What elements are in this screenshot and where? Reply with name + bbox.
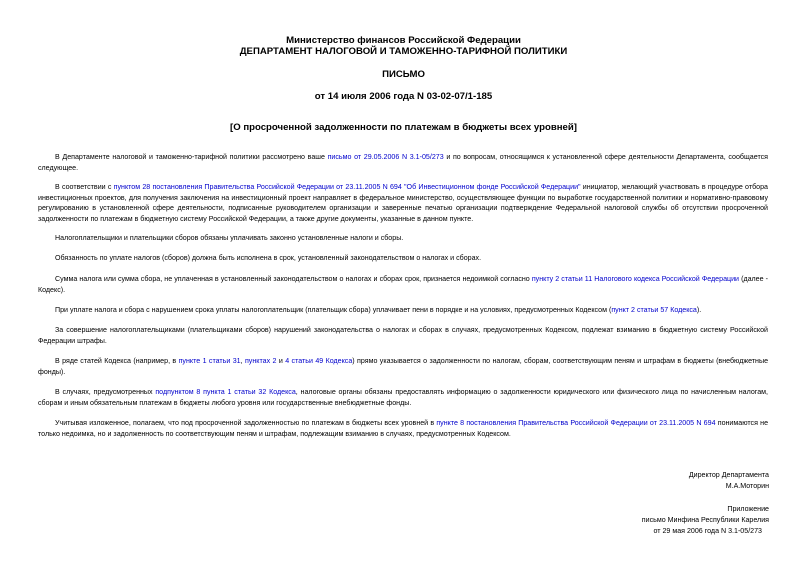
link-tax-code-art-49-p4[interactable]: 4 статьи 49 Кодекса: [285, 357, 353, 365]
paragraph-1: [38, 152, 768, 173]
paragraph-text: понимаются не только недоимка, но и задолженность по соответствующим пеням и штрафам, подлежащим взиманию в случаях, предусмотренных Кодексом.: [38, 419, 769, 438]
link-resolution-694-point-28[interactable]: пунктом 28 постановления Правительства Российской Федерации от 23.11.2005 N 694 "Об Инвестиционном фонде Российской Федерации": [113, 183, 581, 191]
paragraph-text: В соответствии с: [55, 183, 114, 191]
paragraph-2: [38, 182, 768, 224]
paragraph-text: и по вопросам, относящимся к установленной сфере деятельности Департамента, сообщается следующее.: [38, 153, 769, 172]
appendix-line-2: от 29 мая 2006 года N 3.1-05/273: [653, 527, 762, 535]
link-resolution-694-point-8[interactable]: пункте 8 постановления Правительства Российской Федерации от 23.11.2005 N 694: [436, 419, 716, 427]
link-tax-code-art-57[interactable]: пункт 2 статьи 57 Кодекса: [611, 306, 697, 314]
doc-date-number: от 14 июля 2006 года N 03-02-07/1-185: [314, 91, 493, 102]
doc-subject: [О просроченной задолженности по платежам в бюджеты всех уровней]: [230, 122, 577, 133]
paragraph-text: и: [276, 357, 286, 365]
appendix-label: Приложение: [727, 505, 769, 513]
link-letter-29-05-2006[interactable]: письмо от 29.05.2006 N 3.1-05/273: [327, 153, 444, 161]
appendix-line-1: письмо Минфина Республики Карелия: [641, 516, 769, 524]
paragraph-text: При уплате налога и сбора с нарушением срока уплаты налогоплательщик (плательщик сбора) уплачивает пени в порядке и на условиях, предусмотренных Кодексом (: [55, 306, 612, 314]
paragraph-9: [38, 387, 768, 408]
doc-type: ПИСЬМО: [382, 69, 425, 80]
signature-position: Директор Департамента: [688, 471, 769, 479]
link-tax-code-art-31[interactable]: пункте 1 статьи 31: [178, 357, 241, 365]
paragraph-7: [38, 325, 768, 346]
signature-name: М.А.Моторин: [725, 482, 769, 490]
paragraph-text: Учитывая изложенное, полагаем, что под просроченной задолженностью по платежам в бюджеты всех уровней в: [55, 419, 437, 427]
paragraph-text: (далее - Кодекс).: [38, 275, 769, 294]
paragraph-text: , налоговые органы обязаны предоставлять информацию о задолженности юридического или физического лица по начисленным налогам, сборам и иным обязательным платежам в бюджеты любого уровня или государственные внебюджетные фонды.: [38, 388, 768, 407]
paragraph-text: В ряде статей Кодекса (например, в: [55, 357, 179, 365]
paragraph-8: [38, 356, 768, 377]
paragraph-3: [38, 233, 768, 244]
paragraph-text: ,: [240, 357, 245, 365]
paragraph-6: [38, 305, 768, 316]
paragraph-text: Сумма налога или сумма сбора, не уплаченная в установленный законодательством о налогах и сборах срок, признается недоимкой согласно: [55, 275, 532, 283]
paragraph-4: [38, 253, 768, 264]
paragraph-text: Налогоплательщики и плательщики сборов обязаны уплачивать законно установленные налоги и сборы.: [55, 234, 404, 242]
department-title: ДЕПАРТАМЕНТ НАЛОГОВОЙ И ТАМОЖЕННО-ТАРИФНОЙ ПОЛИТИКИ: [239, 46, 568, 57]
paragraph-text: В случаях, предусмотренных: [55, 388, 156, 396]
paragraph-text: В Департаменте налоговой и таможенно-тарифной политики рассмотрено ваше: [55, 153, 328, 161]
link-tax-code-art-11[interactable]: пункту 2 статьи 11 Налогового кодекса Российской Федерации: [531, 275, 739, 283]
paragraph-text: инициатор, желающий участвовать в процедуре отбора инвестиционных проектов, для получения заключения на инвестиционный проект направляет в федеральное министерство, осуществляющее функции по выработке государственной политики и нормативно-правовому регулированию в установленной сфере деятельности, подписанные руководителем организации и заверенные печатью организации подтверждение Федеральной налоговой службы об отсутствии просроченной задолженности по платежам в бюджетную систему Российской Федерации, а также другие документы, указанные в данном пункте.: [38, 183, 768, 223]
link-tax-code-art-32[interactable]: подпунктом 8 пункта 1 статьи 32 Кодекса: [155, 388, 296, 396]
paragraph-text: ) прямо указывается о задолженности по налогам, сборам, соответствующим пеням и штрафам в бюджеты (внебюджетные фонды).: [38, 357, 769, 376]
paragraph-5: [38, 274, 768, 295]
paragraph-text: ).: [696, 306, 702, 314]
link-tax-code-art-49-p2[interactable]: пунктах 2: [244, 357, 277, 365]
paragraph-10: [38, 418, 768, 439]
paragraph-text: Обязанность по уплате налогов (сборов) должна быть исполнена в срок, установленный законодательством о налогах и сборах.: [55, 254, 482, 262]
ministry-title: Министерство финансов Российской Федерации: [286, 35, 521, 46]
paragraph-text: За совершение налогоплательщиками (плательщиками сборов) нарушений законодательства о налогах и сборах в случаях, предусмотренных Кодексом, подлежат взиманию в бюджетную систему Российской Федерации штрафы.: [38, 326, 768, 345]
